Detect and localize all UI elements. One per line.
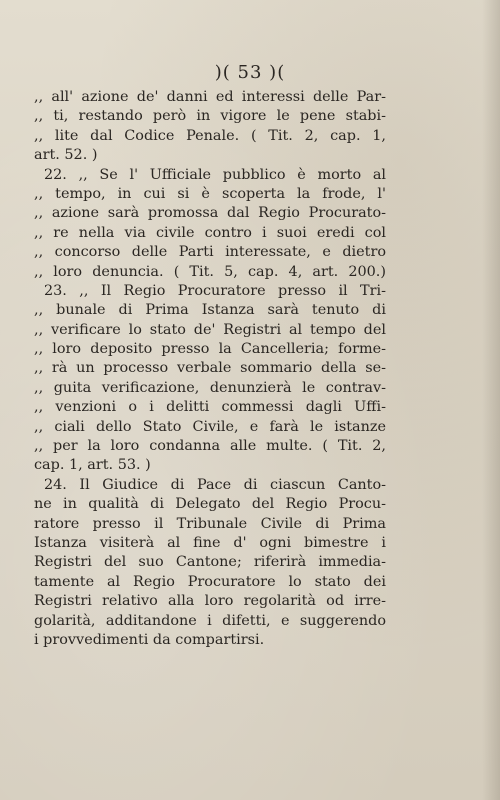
text-line: ,, all' azione de' danni ed interessi delle Par- (34, 89, 386, 105)
text-line: ,, bunale di Prima Istanza sarà tenuto di (34, 302, 386, 319)
text-line: Istanza visiterà al fine d' ogni bimestre i (34, 534, 386, 551)
text-line: ,, ciali dello Stato Civile, e farà le istanze (34, 418, 386, 435)
text-line: ,, concorso delle Parti interessate, e dietro (34, 244, 386, 261)
text-line: Registri relativo alla loro regolarità od irre- (34, 593, 386, 610)
text-line: i provvedimenti da compartirsi. (34, 631, 265, 648)
text-line: 24. Il Giudice di Pace di ciascun Canto- (44, 476, 386, 493)
text-line: ,, loro denuncia. ( Tit. 5, cap. 4, art. 200.) (34, 263, 386, 280)
text-line: ratore presso il Tribunale Civile di Prima (34, 515, 386, 532)
text-line: art. 52. ) (34, 147, 98, 164)
body-text (34, 88, 386, 650)
text-line: ,, rà un processo verbale sommario della se- (34, 360, 386, 377)
text-line: ,, per la loro condanna alle multe. ( Tit. 2, (34, 438, 386, 455)
text-line: ,, tempo, in cui si è scoperta la frode, l' (34, 185, 386, 202)
text-line: 23. ,, Il Regio Procuratore presso il Tri- (44, 282, 386, 299)
page-edge-shadow (482, 0, 500, 800)
text-line: ,, azione sarà promossa dal Regio Procurato- (34, 205, 386, 222)
text-line: ne in qualità di Delegato del Regio Procu- (34, 496, 386, 513)
text-line: Registri del suo Cantone; riferirà immedia- (34, 554, 386, 571)
text-line: ,, guita verificazione, denunzierà le contrav- (34, 379, 386, 396)
text-line: tamente al Regio Procuratore lo stato dei (34, 573, 386, 590)
text-line: ,, verificare lo stato de' Registri al tempo del (34, 321, 386, 338)
text-line: ,, re nella via civile contro i suoi eredi col (34, 224, 386, 241)
text-line: 22. ,, Se l' Ufficiale pubblico è morto al (44, 166, 386, 183)
text-line: golarità, additandone i difetti, e suggerendo (34, 612, 386, 629)
page-number-header: )( 53 )( (214, 62, 286, 83)
text-line: ,, ti, restando però in vigore le pene stabi- (34, 108, 386, 125)
text-line: cap. 1, art. 53. ) (34, 457, 151, 474)
text-line: ,, lite dal Codice Penale. ( Tit. 2, cap. 1, (34, 127, 386, 144)
text-line: ,, venzioni o i delitti commessi dagli Uffi- (34, 399, 386, 416)
text-line: ,, loro deposito presso la Cancelleria; forme- (34, 341, 386, 358)
